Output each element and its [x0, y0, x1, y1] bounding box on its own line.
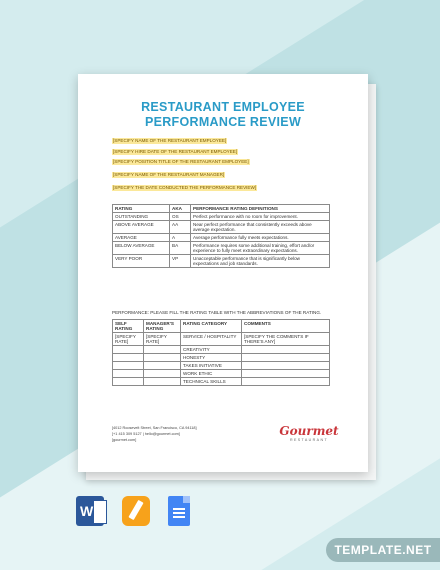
- comments-cell[interactable]: [242, 378, 330, 386]
- table-row: [113, 362, 330, 370]
- performance-rating-table: [112, 319, 330, 386]
- comments-cell[interactable]: [242, 346, 330, 354]
- rating-category-cell: HONESTY: [181, 354, 242, 362]
- placeholder-manager-name[interactable]: [SPECIFY NAME OF THE RESTAURANT MANAGER]: [113, 172, 225, 177]
- table-row: [113, 354, 330, 362]
- table-header: RATING: [113, 205, 170, 213]
- comments-cell[interactable]: [242, 370, 330, 378]
- self-rating-cell[interactable]: [113, 362, 144, 370]
- rating-definition: Perfect performance with no room for improvement.: [191, 213, 330, 221]
- document-title-line1: RESTAURANT EMPLOYEE: [141, 100, 305, 114]
- rating-definitions-table: [112, 204, 330, 268]
- pages-app-icon[interactable]: [122, 496, 150, 526]
- table-row: [113, 234, 330, 242]
- rating-name: VERY POOR: [113, 255, 170, 268]
- placeholder-review-date[interactable]: [SPECIFY THE DATE CONDUCTED THE PERFORMANCE REVIEW]: [113, 185, 257, 190]
- self-rating-cell[interactable]: [113, 378, 144, 386]
- table-header: COMMENTS: [242, 320, 330, 333]
- word-app-icon[interactable]: W: [76, 496, 104, 526]
- rating-aka: VP: [170, 255, 191, 268]
- rating-aka: OS: [170, 213, 191, 221]
- rating-aka: A: [170, 234, 191, 242]
- self-rating-cell[interactable]: [113, 354, 144, 362]
- rating-name: ABOVE AVERAGE: [113, 221, 170, 234]
- manager-rating-cell[interactable]: [144, 362, 181, 370]
- placeholder-position-title[interactable]: [SPECIFY POSITION TITLE OF THE RESTAURANT EMPLOYEE]: [113, 159, 249, 164]
- logo-name: Gourmet: [279, 424, 339, 438]
- document-page: [78, 74, 368, 472]
- rating-category-cell: TECHNICAL SKILLS: [181, 378, 242, 386]
- table-header: AKA: [170, 205, 191, 213]
- rating-definition: Unacceptable performance that is significantly below expectations and job standards.: [191, 255, 330, 268]
- table-header: SELF RATING: [113, 320, 144, 333]
- manager-rating-cell[interactable]: [SPECIFY RATE]: [144, 333, 181, 346]
- performance-instruction: PERFORMANCE: PLEASE FILL THE RATING TABLE WITH THE ABBREVIATIONS OF THE RATING.: [112, 310, 322, 315]
- rating-name: OUTSTANDING: [113, 213, 170, 221]
- table-row: [113, 370, 330, 378]
- rating-definition: Near perfect performance that consistently exceeds above average expectation.: [191, 221, 330, 234]
- placeholder-hire-date[interactable]: [SPECIFY HIRE DATE OF THE RESTAURANT EMPLOYEE]: [113, 149, 238, 154]
- table-row: [113, 378, 330, 386]
- rating-category-cell: TAKES INITIATIVE: [181, 362, 242, 370]
- table-row: [113, 213, 330, 221]
- self-rating-cell[interactable]: [113, 370, 144, 378]
- manager-rating-cell[interactable]: [144, 378, 181, 386]
- rating-name: AVERAGE: [113, 234, 170, 242]
- manager-rating-cell[interactable]: [144, 346, 181, 354]
- gourmet-logo: [279, 424, 339, 442]
- table-header: PERFORMANCE RATING DEFINITIONS: [191, 205, 330, 213]
- table-row: [113, 333, 330, 346]
- table-header: MANAGER'S RATING: [144, 320, 181, 333]
- rating-category-cell: SERVICE / HOSPITALITY: [181, 333, 242, 346]
- table-row: [113, 242, 330, 255]
- comments-cell[interactable]: [SPECIFY THE COMMENTS IF THERE'S ANY]: [242, 333, 330, 346]
- rating-category-cell: WORK ETHIC: [181, 370, 242, 378]
- document-title-line2: PERFORMANCE REVIEW: [144, 115, 302, 129]
- address-line: [4012 Roosevelt Street, San Francisco, CA 94118]: [112, 426, 197, 430]
- table-row: [113, 221, 330, 234]
- self-rating-cell[interactable]: [SPECIFY RATE]: [113, 333, 144, 346]
- logo-subtitle: RESTAURANT: [289, 438, 329, 442]
- manager-rating-cell[interactable]: [144, 354, 181, 362]
- comments-cell[interactable]: [242, 362, 330, 370]
- manager-rating-cell[interactable]: [144, 370, 181, 378]
- website-line: [gourmet.com]: [112, 438, 137, 442]
- rating-category-cell: CREATIVITY: [181, 346, 242, 354]
- comments-cell[interactable]: [242, 354, 330, 362]
- table-row: [113, 346, 330, 354]
- rating-definition: Performance requires some additional training, effort and/or experience to fully meet extraordinary expectations.: [191, 242, 330, 255]
- rating-aka: BA: [170, 242, 191, 255]
- self-rating-cell[interactable]: [113, 346, 144, 354]
- placeholder-employee-name[interactable]: [SPECIFY NAME OF THE RESTAURANT EMPLOYEE]: [113, 138, 227, 143]
- app-icons: [76, 496, 190, 526]
- google-docs-icon[interactable]: [168, 496, 190, 526]
- table-header: RATING CATEGORY: [181, 320, 242, 333]
- template-net-badge[interactable]: TEMPLATE.NET: [326, 538, 440, 562]
- rating-aka: AA: [170, 221, 191, 234]
- rating-name: BELOW AVERAGE: [113, 242, 170, 255]
- contact-line: [+1 415 309 5127 | hello@gourmet.com]: [112, 432, 180, 436]
- rating-definition: Average performance fully meets expectations.: [191, 234, 330, 242]
- table-row: [113, 255, 330, 268]
